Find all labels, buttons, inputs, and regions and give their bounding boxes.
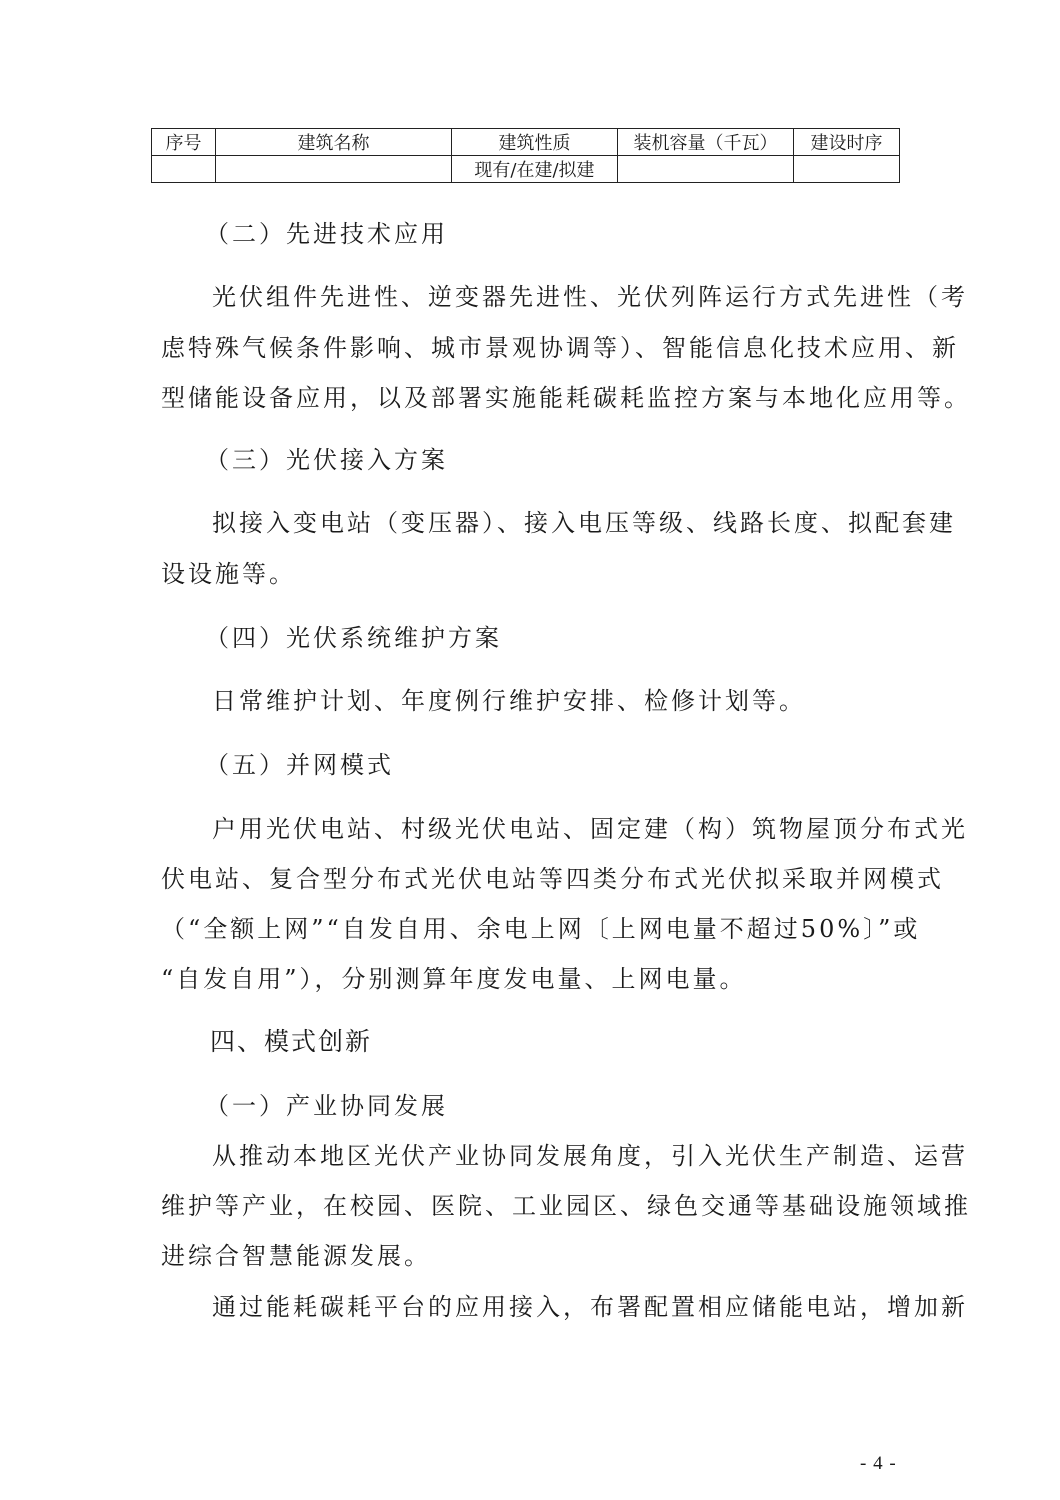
paragraph-line: “自发自用”），分别测算年度发电量、上网电量。: [161, 965, 747, 993]
table-cell: 现有/在建/拟建: [452, 156, 618, 183]
table-header-cell: 装机容量（千瓦）: [618, 129, 794, 156]
section-heading-3: （三）光伏接入方案: [205, 446, 448, 474]
paragraph-line: （“全额上网”“自发自用、余电上网〔上网电量不超过50%〕”或: [161, 915, 921, 943]
table-header-cell: 建设时序: [794, 129, 900, 156]
table-cell: [216, 156, 452, 183]
paragraph-line: 光伏组件先进性、逆变器先进性、光伏列阵运行方式先进性（考: [212, 283, 968, 311]
paragraph-line: 维护等产业，在校园、医院、工业园区、绿色交通等基础设施领域推: [161, 1192, 971, 1220]
paragraph-line: 拟接入变电站（变压器）、接入电压等级、线路长度、拟配套建: [212, 509, 956, 537]
paragraph-line: 从推动本地区光伏产业协同发展角度，引入光伏生产制造、运营: [212, 1142, 968, 1170]
paragraph-line: 虑特殊气候条件影响、城市景观协调等）、智能信息化技术应用、新: [161, 334, 959, 362]
table-header-row: [152, 129, 900, 156]
section-heading-4: （四）光伏系统维护方案: [205, 624, 502, 652]
paragraph-line: 日常维护计划、年度例行维护安排、检修计划等。: [212, 687, 806, 715]
paragraph-line: 通过能耗碳耗平台的应用接入，布署配置相应储能电站，增加新: [212, 1293, 968, 1321]
table-cell: [618, 156, 794, 183]
table-cell: [794, 156, 900, 183]
section-heading-5: （五）并网模式: [205, 751, 394, 779]
building-table: [151, 128, 900, 183]
paragraph-line: 伏电站、复合型分布式光伏电站等四类分布式光伏拟采取并网模式: [161, 865, 944, 893]
table-row: [152, 156, 900, 183]
table-cell: [152, 156, 216, 183]
table-header-cell: 序号: [152, 129, 216, 156]
paragraph-line: 设设施等。: [161, 560, 296, 588]
paragraph-line: 进综合智慧能源发展。: [161, 1242, 431, 1270]
table-header-cell: 建筑性质: [452, 129, 618, 156]
chapter-heading: 四、模式创新: [210, 1027, 373, 1056]
table-header-cell: 建筑名称: [216, 129, 452, 156]
paragraph-line: 户用光伏电站、村级光伏电站、固定建（构）筑物屋顶分布式光: [212, 815, 968, 843]
paragraph-line: 型储能设备应用，以及部署实施能耗碳耗监控方案与本地化应用等。: [161, 384, 971, 412]
section-heading-1: （一）产业协同发展: [205, 1092, 448, 1120]
page-number: - 4 -: [860, 1453, 897, 1474]
section-heading-2: （二）先进技术应用: [205, 220, 448, 248]
